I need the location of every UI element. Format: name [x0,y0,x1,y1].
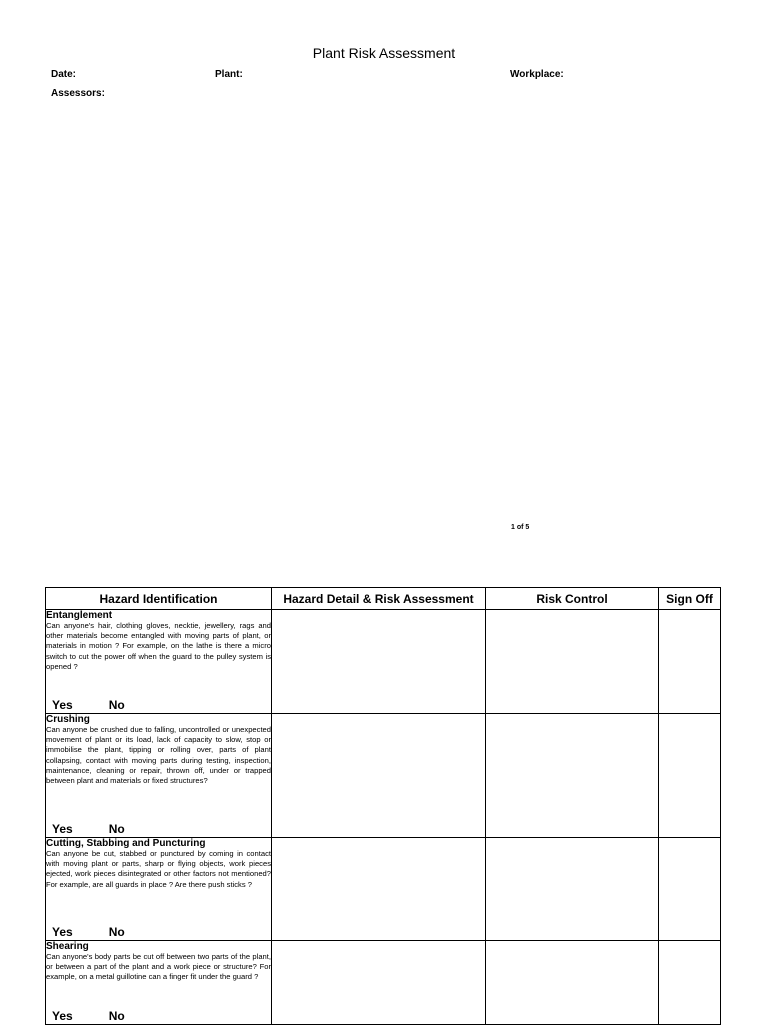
hazard-identification-cell [46,941,272,1025]
no-option[interactable]: No [108,822,125,836]
sign-off-cell[interactable] [659,941,721,1025]
workplace-label: Workplace: [510,69,564,80]
hazard-description: Can anyone's hair, clothing gloves, necktie, jewellery, rags and other materials become entangled with moving parts of plant, or materials in motion ? For example, on the lathe is there a micro switch to cut the power off when the guard to the pulley system is opened ? [46,621,271,671]
risk-control-cell[interactable] [486,610,659,714]
hazard-detail-cell[interactable] [272,610,486,714]
table-row-shearing [46,941,721,1025]
yes-no-choice [52,1009,125,1023]
yes-option[interactable]: Yes [52,698,73,712]
hazard-identification-cell [46,610,272,714]
hazard-description: Can anyone be cut, stabbed or punctured by coming in contact with moving plant or parts, sharp or flying objects, work pieces ejected, work pieces disintegrated or other factors not mentioned? For example, are all guards in place ? Are there push sticks ? [46,849,271,889]
hazard-title: Entanglement [46,610,113,621]
hazard-title: Crushing [46,714,90,725]
sign-off-cell[interactable] [659,610,721,714]
page-number: 1 of 5 [511,524,530,531]
hazard-title: Shearing [46,941,89,952]
hazard-description: Can anyone be crushed due to falling, uncontrolled or unexpected movement of plant or its load, lack of capacity to slow, stop or immobilise the plant, tipping or rolling over, parts of plant collapsing, contact with moving parts during testing, inspection, maintenance, cleaning or repair, thrown off, under or trapped between plant and materials or fixed structures? [46,725,271,786]
assessors-label: Assessors: [51,88,105,99]
table-row-cutting-stabbing-puncturing [46,838,721,941]
yes-no-choice [52,822,125,836]
hazard-identification-cell [46,838,272,941]
hazard-identification-cell [46,714,272,838]
table-row-entanglement [46,610,721,714]
risk-control-cell[interactable] [486,941,659,1025]
no-option[interactable]: No [108,925,125,939]
yes-option[interactable]: Yes [52,925,73,939]
risk-control-cell[interactable] [486,838,659,941]
column-header-risk-control: Risk Control [486,588,659,610]
table-header-row [46,588,721,610]
plant-label: Plant: [215,69,243,80]
sign-off-cell[interactable] [659,714,721,838]
hazard-detail-cell[interactable] [272,941,486,1025]
table-row-crushing [46,714,721,838]
hazard-detail-cell[interactable] [272,714,486,838]
column-header-hazard-identification: Hazard Identification [46,588,272,610]
hazard-description: Can anyone's body parts be cut off between two parts of the plant, or between a part of the plant and a work piece or structure? For example, on a metal guillotine can a finger fit under the guard ? [46,952,271,982]
risk-assessment-table [45,587,721,1025]
hazard-title: Cutting, Stabbing and Puncturing [46,838,206,849]
yes-option[interactable]: Yes [52,1009,73,1023]
yes-option[interactable]: Yes [52,822,73,836]
yes-no-choice [52,925,125,939]
column-header-sign-off: Sign Off [659,588,721,610]
hazard-detail-cell[interactable] [272,838,486,941]
yes-no-choice [52,698,125,712]
sign-off-cell[interactable] [659,838,721,941]
date-label: Date: [51,69,77,80]
risk-control-cell[interactable] [486,714,659,838]
document-title: Plant Risk Assessment [312,45,456,61]
column-header-hazard-detail: Hazard Detail & Risk Assessment [272,588,486,610]
no-option[interactable]: No [108,1009,125,1023]
no-option[interactable]: No [108,698,125,712]
